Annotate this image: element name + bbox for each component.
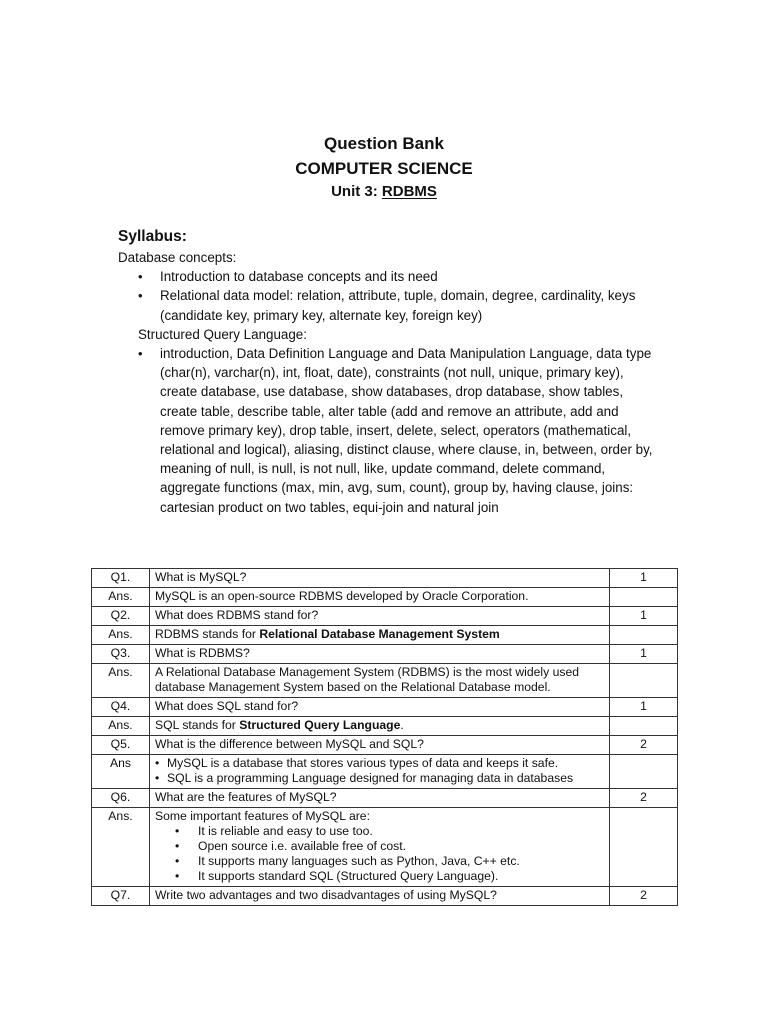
syllabus-list-item: • introduction, Data Definition Language and Data Manipulation Language, data type (char(n), varchar(n), int, float, date), constraints (not null, unique, primary key), create database, use database, show databases, drop database, show tables, create table, describe table, alter table (add and remove an attribute, add and remove primary key), drop table, insert, delete, select, operators (mathematical, relational and logical), aliasing, distinct clause, where clause, in, between, order by, meaning of null, is null, is not null, like, update command, delete command, aggregate functions (max, min, avg, sum, count), group by, having clause, joins: cartesian product on two tables, equi-join and natural join bbox=[118, 344, 658, 517]
table-row bbox=[92, 698, 678, 717]
answer-label: Ans. bbox=[92, 717, 150, 736]
question-marks: 2 bbox=[610, 887, 678, 906]
question-number: Q5. bbox=[92, 736, 150, 755]
question-number: Q6. bbox=[92, 789, 150, 808]
syllabus-list-item: • Relational data model: relation, attribute, tuple, domain, degree, cardinality, keys (candidate key, primary key, alternate key, foreign key) bbox=[118, 286, 658, 324]
table-row bbox=[92, 664, 678, 698]
answer-label: Ans. bbox=[92, 808, 150, 887]
question-marks: 1 bbox=[610, 698, 678, 717]
doc-title: Question Bank bbox=[324, 134, 444, 153]
answer-text bbox=[150, 808, 610, 887]
answer-prefix: RDBMS stands for bbox=[155, 627, 260, 641]
question-text: What does SQL stand for? bbox=[150, 698, 610, 717]
answer-label: Ans. bbox=[92, 588, 150, 607]
question-text: What is MySQL? bbox=[150, 569, 610, 588]
question-number: Q3. bbox=[92, 645, 150, 664]
db-concepts-list bbox=[118, 267, 658, 325]
question-text: What are the features of MySQL? bbox=[150, 789, 610, 808]
table-row bbox=[92, 808, 678, 887]
answer-label: Ans. bbox=[92, 664, 150, 698]
question-text: What is the difference between MySQL and SQL? bbox=[150, 736, 610, 755]
question-number: Q4. bbox=[92, 698, 150, 717]
marks-cell bbox=[610, 588, 678, 607]
section-db-concepts-title: Database concepts: bbox=[118, 250, 237, 265]
answer-emphasis: Structured Query Language bbox=[239, 718, 401, 732]
table-row bbox=[92, 717, 678, 736]
answer-emphasis: Relational Database Management System bbox=[259, 627, 500, 641]
features-list bbox=[155, 824, 604, 884]
unit-prefix: Unit 3: bbox=[331, 183, 382, 200]
marks-cell bbox=[610, 808, 678, 887]
section-sql-title: Structured Query Language: bbox=[138, 326, 307, 342]
marks-cell bbox=[610, 626, 678, 645]
question-table bbox=[91, 568, 678, 906]
feature-item: • It supports standard SQL (Structured Query Language). bbox=[155, 869, 604, 884]
table-row bbox=[92, 588, 678, 607]
question-marks: 1 bbox=[610, 645, 678, 664]
question-text: What does RDBMS stand for? bbox=[150, 607, 610, 626]
question-number: Q7. bbox=[92, 887, 150, 906]
marks-cell bbox=[610, 755, 678, 789]
table-row bbox=[92, 887, 678, 906]
answer-text: A Relational Database Management System (RDBMS) is the most widely used database Management System based on the Relational Database model. bbox=[150, 664, 610, 698]
question-marks: 1 bbox=[610, 607, 678, 626]
answer-bullet-list bbox=[155, 756, 604, 786]
question-number: Q1. bbox=[92, 569, 150, 588]
question-text: What is RDBMS? bbox=[150, 645, 610, 664]
table-row bbox=[92, 607, 678, 626]
table-row bbox=[92, 569, 678, 588]
syllabus-heading: Syllabus: bbox=[118, 228, 187, 245]
answer-prefix: SQL stands for bbox=[155, 718, 240, 732]
syllabus-section bbox=[118, 226, 658, 517]
answer-text: MySQL is an open-source RDBMS developed by Oracle Corporation. bbox=[150, 588, 610, 607]
table-row bbox=[92, 736, 678, 755]
unit-topic: RDBMS bbox=[381, 183, 437, 200]
answer-bullet: • MySQL is a database that stores various types of data and keeps it safe. bbox=[155, 756, 604, 771]
table-row bbox=[92, 789, 678, 808]
table-row bbox=[92, 626, 678, 645]
answer-suffix: . bbox=[400, 718, 404, 732]
question-marks: 1 bbox=[610, 569, 678, 588]
answer-intro: Some important features of MySQL are: bbox=[155, 809, 370, 823]
answer-label: Ans. bbox=[92, 626, 150, 645]
syllabus-list-item: • Introduction to database concepts and its need bbox=[118, 267, 658, 286]
feature-item: • Open source i.e. available free of cost. bbox=[155, 839, 604, 854]
table-row bbox=[92, 755, 678, 789]
answer-text bbox=[150, 626, 610, 645]
marks-cell bbox=[610, 664, 678, 698]
question-marks: 2 bbox=[610, 736, 678, 755]
doc-subject: COMPUTER SCIENCE bbox=[295, 159, 473, 178]
title-block bbox=[0, 131, 768, 203]
feature-item: • It supports many languages such as Python, Java, C++ etc. bbox=[155, 854, 604, 869]
doc-unit bbox=[0, 181, 768, 203]
answer-text bbox=[150, 755, 610, 789]
answer-text bbox=[150, 717, 610, 736]
table-row bbox=[92, 645, 678, 664]
sql-topics-list bbox=[118, 344, 658, 517]
question-text: Write two advantages and two disadvantages of using MySQL? bbox=[150, 887, 610, 906]
answer-label: Ans bbox=[92, 755, 150, 789]
question-marks: 2 bbox=[610, 789, 678, 808]
marks-cell bbox=[610, 717, 678, 736]
feature-item: • It is reliable and easy to use too. bbox=[155, 824, 604, 839]
question-number: Q2. bbox=[92, 607, 150, 626]
answer-bullet: • SQL is a programming Language designed for managing data in databases bbox=[155, 771, 604, 786]
